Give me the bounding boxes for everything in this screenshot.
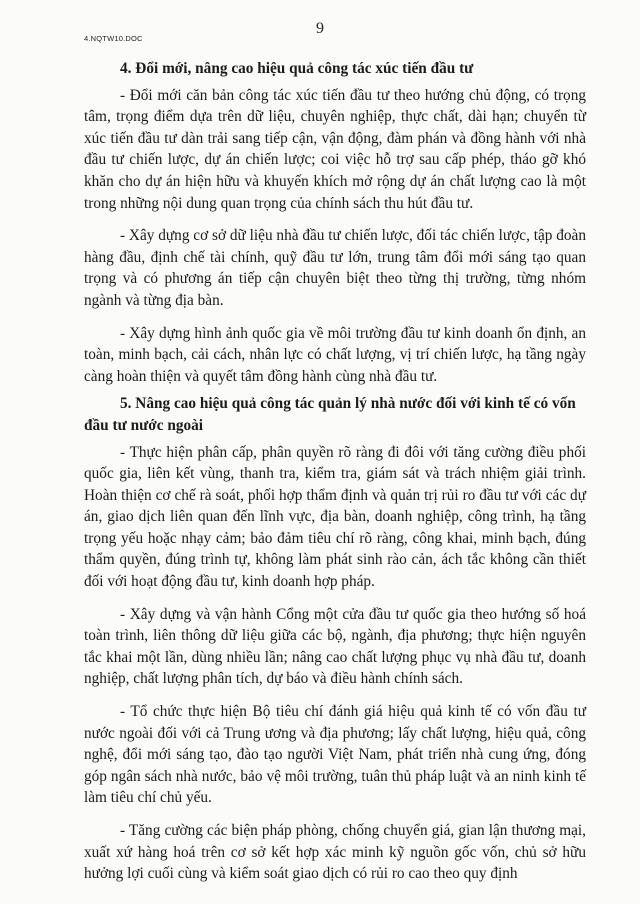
paragraph: - Tổ chức thực hiện Bộ tiêu chí đánh giá hiệu quả kinh tế có vốn đầu tư nước ngoài đối với cả Trung ương và địa phương; lấy chất lượng, hiệu quả, công nghệ, đổi mới sáng tạo, đào tạo người Việt Nam, phát triển nhà cung ứng, đóng góp ngân sách nhà nước, bảo vệ môi trường, tuân thủ pháp luật và an ninh kinh tế làm tiêu chí chủ yếu. <box>84 703 586 807</box>
paragraph: - Xây dựng cơ sở dữ liệu nhà đầu tư chiến lược, đối tác chiến lược, tập đoàn hàng đầu, định chế tài chính, quỹ đầu tư lớn, trung tâm đổi mới sáng tạo quan trọng và có phương án tiếp cận chuyên biệt theo từng thị trường, từng nhóm ngành và từng địa bàn. <box>84 227 586 309</box>
document-body <box>84 58 586 896</box>
section-heading: 5. Nâng cao hiệu quả công tác quản lý nhà nước đối với kinh tế có vốn đầu tư nước ngoài <box>84 395 576 434</box>
paragraph: - Xây dựng và vận hành Cổng một cửa đầu tư quốc gia theo hướng số hoá toàn trình, liên thông dữ liệu giữa các bộ, ngành, địa phương; thực hiện nguyên tắc khai một lần, dùng nhiều lần; nâng cao chất lượng phục vụ nhà đầu tư, doanh nghiệp, chất lượng phân tích, dự báo và điều hành chính sách. <box>84 605 586 688</box>
page-number: 9 <box>316 20 324 37</box>
section-heading: 4. Đổi mới, nâng cao hiệu quả công tác xúc tiến đầu tư <box>120 60 474 77</box>
paragraph: - Tăng cường các biện pháp phòng, chống chuyển giá, gian lận thương mại, xuất xứ hàng hoá trên cơ sở kết hợp xác minh kỹ nguồn gốc vốn, chủ sở hữu hưởng lợi cuối cùng và kiểm soát giao dịch có rủi ro cao theo quy định <box>84 822 586 883</box>
paragraph: - Đổi mới căn bản công tác xúc tiến đầu tư theo hướng chủ động, có trọng tâm, trọng điểm dựa trên dữ liệu, chuyên nghiệp, thực chất, dài hạn; chuyển từ xúc tiến đầu tư dàn trải sang tiếp cận, vận động, đàm phán và đồng hành với nhà đầu tư chiến lược, dự án chiến lược; coi việc hỗ trợ sau cấp phép, tháo gỡ khó khăn cho dự án hiện hữu và khuyến khích mở rộng dự án chất lượng cao là một trong những nội dung quan trọng của chính sách thu hút đầu tư. <box>84 86 586 212</box>
file-label: 4.NQTW10.DOC <box>84 34 143 43</box>
paragraph: - Thực hiện phân cấp, phân quyền rõ ràng đi đôi với tăng cường điều phối quốc gia, liên kết vùng, thanh tra, kiểm tra, giám sát và trách nhiệm giải trình. Hoàn thiện cơ chế rà soát, phối hợp thẩm định và quản trị rủi ro đầu tư với các dự án, giao dịch liên quan đến lĩnh vực, địa bàn, doanh nghiệp, công trình, hạ tầng trọng yếu hoặc nhạy cảm; bảo đảm tiêu chí rõ ràng, công khai, minh bạch, đúng thẩm quyền, đúng trình tự, không làm phát sinh rào cản, ách tắc không cần thiết đối với hoạt động đầu tư, kinh doanh hợp pháp. <box>84 443 586 591</box>
paragraph: - Xây dựng hình ảnh quốc gia về môi trường đầu tư kinh doanh ổn định, an toàn, minh bạch, cải cách, nhân lực có chất lượng, vị trí chiến lược, hạ tầng ngày càng hoàn thiện và quyết tâm đồng hành cùng nhà đầu tư. <box>84 324 586 385</box>
